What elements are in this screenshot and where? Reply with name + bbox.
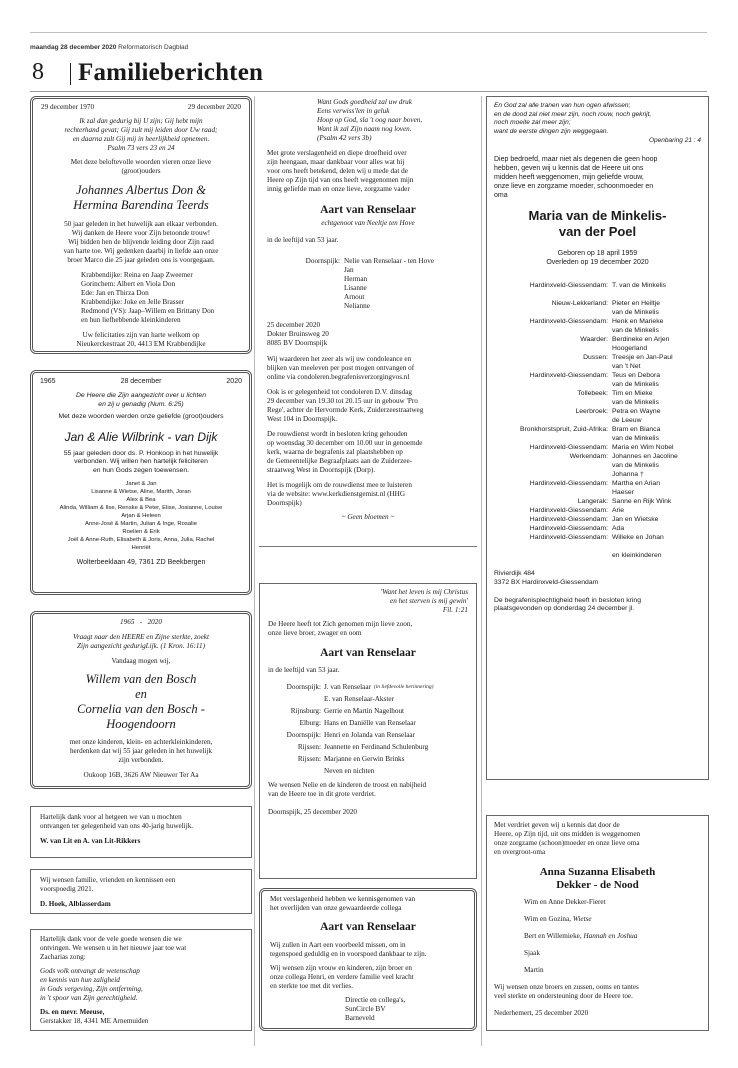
couple-names: Johannes Albertus Don & Hermina Barendina Teerds [73,183,209,212]
family-row [494,425,701,434]
family-names: van de Minkelis [612,399,659,407]
family-names: Sjaak [524,949,540,957]
tribute-text: Wij zullen in Aart een voorbeeld missen, om in tegenspoed geduldig en in voorspoed dankbaar te zijn. [270,941,427,958]
family-names: Johanna † [612,471,644,479]
family-row [268,755,468,764]
family-place [494,542,612,551]
age-line: in de leeftijd van 53 jaar. [268,666,340,674]
deceased-name: Maria van de Minkelis- van der Poel [528,208,667,240]
family-names: Henri en Jolanda van Renselaar [324,731,416,739]
family-names: van de Minkelis [612,327,659,335]
family-names: Berdineke en Arjen [612,336,670,344]
family-place: Elburg: [299,719,321,727]
family-place [494,362,612,371]
obituary-intro: Diep bedroefd, maar niet als degenen die geen hoop hebben, geven wij u kennis dat de Heere uit ons midden heeft weggenomen, mijn geliefde vrouw, onze lieve en zorgzame moeder, schoonmoeder en oma [494,156,658,200]
family-names: Martha en Arian [612,480,660,488]
family-names: Pieter en Heiltje [612,300,660,308]
family-place: Rijnsburg: [290,707,321,715]
anniversary-body: met onze kinderen, klein- en achterkleinkinderen, herdenken dat wij 55 jaar geleden in het huwelijk zijn verbonden. [69,738,213,764]
year-end: 2020 [226,378,242,385]
date-middle: 28 december [120,378,162,385]
family-names: Wim en Anne Dekker-Fieret [524,898,606,906]
family-row [494,443,701,452]
sympathy-wish: Wij wensen onze broers en zussen, ooms en tantes veel sterkte en ondersteuning door de Heere toe. [494,983,639,1000]
family-row [494,551,701,560]
family-place [494,434,612,443]
home-address: 25 december 2020 Dokter Bruinsweg 20 8085 BV Doornspijk [267,321,329,347]
family-row [494,353,701,362]
family-place: Bronkhorstspruit, Zuid-Afrika: [519,426,608,434]
place-date: Doornspijk, 25 december 2020 [268,808,358,816]
year-start: 1965 [40,378,56,385]
obituary-dekker-de-nood [486,815,709,1031]
family-row [494,308,701,317]
family-names: van de Minkelis [612,435,659,443]
family-place [494,398,612,407]
family-row [494,542,701,551]
grandchildren-names: Wietse [572,915,592,923]
family-names: Johannes en Jacoline [612,453,678,461]
family-names: Hans en Daniëlle van Renselaar [324,719,416,727]
announcement-anniversary-don [30,96,252,354]
section-title: Familieberichten [78,59,264,86]
family-row [494,344,701,353]
new-year-notice-hoek [30,869,252,914]
deceased-name: Anna Suzanna Elisabeth Dekker - de Nood [539,866,656,891]
family-names: van 't Net [612,363,641,371]
family-place: Hardinxveld-Giessendam: [529,444,608,452]
family-names: Teus en Debora [612,372,660,380]
date-start: 29 december 1970 [41,103,95,111]
family-place: Dussen: [583,354,608,362]
family-row [268,707,468,716]
bible-verse: 'Want het leven is mij Christus en het sterven is mij gewin' Fil. 1:21 [380,588,468,614]
family-row [494,479,701,488]
couple-names: Willem van den Bosch en Cornelia van den Bosch - Hoogendoorn [77,672,205,731]
family-row [268,683,468,692]
family-names: Nelie van Renselaar - ten Hove Jan Herman Lisanne Arnout Nelianne [344,257,435,310]
family-names: E. van Renselaar-Akster [324,695,394,703]
new-year-text: Wij wensen familie, vrienden en kennissen een voorspoedig 2021. [40,876,176,893]
place-date: Nederhemert, 25 december 2020 [494,1009,589,1017]
thank-you-notice-van-lit [30,806,252,858]
anniversary-address: Oukoop 16B, 3626 AW Nieuwer Ter Aa [83,771,199,779]
thank-you-signature: Ds. en mevr. Meeuse, [40,1008,105,1016]
family-row [494,380,701,389]
family-place [494,290,612,299]
family-names: Jan en Wietske [612,516,659,524]
obituary-aart-colleagues [259,888,477,1031]
grandchildren-names: Hannah en Joshua [583,932,638,940]
age-line: in de leeftijd van 53 jaar. [267,236,339,244]
family-place [494,461,612,470]
family-row [524,932,701,941]
family-row [494,533,701,542]
family-names: Gerrie en Martin Nagelhout [324,707,405,715]
family-names: Sanne en Rijk Wink [612,498,672,506]
family-place: Langerak: [577,498,608,506]
family-place [494,470,612,479]
family-row [494,290,701,299]
header-divider [70,63,71,85]
date-end: 29 december 2020 [187,103,241,111]
anniversary-body: 50 jaar geleden in het huwelijk aan elkaar verbonden. Wij danken de Heere voor Zijn betoonde trouw! Wij bidden hen de blijvende leiding door Zijn raad van harte toe. Wij gedenken daarbij in liefde aan onze broer Marco die 25 jaar geleden ons is voorgegaan. [63,220,219,264]
family-row [268,695,468,704]
thank-you-text: Hartelijk dank voor al hetgeen we van u mochten ontvangen ter gelegenheid van ons 40-jarig huwelijk. [40,813,194,830]
obituary-maria-van-de-minkelis [486,96,709,780]
family-place [268,767,324,776]
family-row [494,317,701,326]
obituary-separator [259,546,477,547]
bible-verse: De Heere die Zijn aangezicht over u lichten en zij u genadig (Num. 6:25) [76,392,206,408]
obituary-intro: Met verslagenheid hebben we kennisgenomen van het overlijden van onze gewaardeerde collega [270,895,416,912]
anniversary-dates [41,103,241,112]
anniversary-dates [40,377,242,386]
family-row [494,488,701,497]
company-signature: Directie en collega's, SunCircle BV Barneveld [345,996,406,1022]
family-names: Henk en Marieke [612,318,664,326]
signature-address: Gerstakker 18, 4341 ME Arnemuiden [40,1017,149,1025]
family-row [494,524,701,533]
visitation-info: Ook is er gelegenheid tot condoleren D.V. dinsdag 29 december van 19.30 tot 20.15 uur in gebouw 'Pro Rege', achter de Hervormde Kerk, Zuiderzeestraatweg West 104 in Doornspijk. [267,388,424,423]
deceased-name: Aart van Renselaar [320,647,416,659]
funeral-info: De begrafenisplechtigheid heeft in besloten kring plaatsgevonden op donderdag 24 december jl. [494,596,641,613]
family-names: Martin [524,966,544,974]
deceased-name: Aart van Renselaar [320,921,416,933]
family-names: Hoogerland [612,345,648,353]
family-names: T. van de Minkelis [612,282,667,290]
obituary-intro: De Heere heeft tot Zich genomen mijn lieve zoon, onze lieve broer, zwager en oom [268,620,413,637]
family-place [494,308,612,317]
top-rule [30,32,707,33]
family-place [494,326,612,335]
family-place: Doornspijk: [305,257,340,265]
family-names: Jeannette en Ferdinand Schulenburg [324,743,429,751]
couple-names: Jan & Alie Wilbrink - van Dijk [64,429,218,444]
family-place: Nieuw-Lekkerland: [551,300,608,308]
intro-text: Met deze beloftevolle woorden vieren onze lieve (groot)ouders [70,158,212,175]
bible-verse: Want Gods goedheid zal uw druk Eens verwiss'len in geluk Hoop op God, sla 't oog naar boven, Want ik zal Zijn naam nog loven. (Psalm 42 vers 3b) [317,98,423,142]
family-names: Wim en Gozina, [524,915,573,923]
family-names: J. van Renselaar [324,683,371,691]
dateline [30,44,188,51]
family-row [494,281,701,290]
verse-reference: Openbaring 21 : 4 [648,137,701,145]
family-names: en kleinkinderen [612,552,662,560]
family-row [494,515,701,524]
family-names: Marjanne en Gerwin Brinks [324,755,405,763]
family-list [494,281,701,560]
family-row [524,966,701,975]
family-names: Tim en Mieke [612,390,653,398]
family-names: Treesje en Jan-Paul [612,354,673,362]
family-row [524,915,701,924]
family-place: Leerbroek: [575,408,608,416]
intro-text: Met deze woorden werden onze geliefde (groot)ouders [58,413,224,420]
family-place: Hardinxveld-Giessendam: [529,480,608,488]
birth-date: Geboren op 18 april 1959 [557,250,638,258]
family-names: Maria en Wim Nobel [612,444,674,452]
death-date: Overleden op 19 december 2020 [546,259,649,267]
family-names: Neven en nichten [324,767,375,775]
family-place [268,695,324,704]
family-place [494,380,612,389]
new-year-signature: D. Hoek, Alblasserdam [40,900,111,908]
family-place: Waarder: [580,336,608,344]
family-row [494,407,701,416]
sympathy-wish: We wensen Nelie en de kinderen de troost en nabijheid van de Heere toe in dit grote verdriet. [268,781,427,798]
thank-you-notice-meeuse [30,929,252,1031]
family-place: Rijssen: [297,755,321,763]
no-flowers-note: ~ Geen bloemen ~ [341,513,395,521]
family-place: Doornspijk: [286,731,321,739]
obituary-aart-family [259,96,477,542]
bible-verse: Vraagt naar den HEERE en Zijne sterkte, zoekt Zijn aangezicht gedurigLijk. (1 Kron. 16:11) [72,633,209,650]
family-row [494,299,701,308]
paper-name: Reformatorisch Dagblad [118,44,189,51]
sympathy-text: Wij wensen zijn vrouw en kinderen, zijn broer en onze collega Henri, en verdere familie veel kracht en sterkte toe met dit verlies. [270,964,414,990]
family-place: Hardinxveld-Giessendam: [529,525,608,533]
family-place: Hardinxveld-Giessendam: [529,516,608,524]
family-row [494,452,701,461]
announcement-anniversary-wilbrink [30,370,252,595]
thank-you-text: Hartelijk dank voor de vele goede wensen die we ontvingen. We wensen u in het nieuwe jaar toe wat Zacharias zong: [40,935,187,961]
family-row [494,389,701,398]
condolence-info: Wij waarderen het zeer als wij uw condoleance en blijken van meeleven per post mogen ontvangen of online via condoleren.begrafenisverzorgingvos.nl [267,355,415,381]
family-row [268,719,468,728]
family-names: de Leeuw [612,417,642,425]
home-address: Rivierdijk 484 3372 BX Hardinxveld-Giessendam [494,570,599,586]
column-divider-2 [481,96,482,1046]
family-list [268,683,468,776]
family-names: Arie [612,507,625,515]
family-row [494,362,701,371]
header-rule [30,91,707,92]
family-names: Haeser [612,489,634,497]
family-row [494,470,701,479]
family-place: Rijssen: [297,743,321,751]
obituary-intro: Met verdriet geven wij u kennis dat door de Heere, op Zijn tijd, uit ons midden is weggenomen onze zorgzame (schoon)moeder en onze lieve oma en overgroot-oma [494,821,641,856]
anniversary-years: 1965 - 2020 [120,618,162,626]
issue-date: maandag 28 december 2020 [30,44,117,51]
family-names: Willeke en Johan [612,534,664,542]
page-number: 8 [32,59,44,85]
family-note: (in liefdevolle herinnering) [373,684,434,690]
family-row [494,497,701,506]
bible-verse: Ik zal dan gedurig bij U zijn; Gij hebt mijn rechterhand gevat; Gij zult mij leiden door Uw raad; en daarna zult Gij mij in heerlijkheid opnemen. Psalm 73 vers 23 en 24 [64,117,218,152]
obituary-aart-mother [259,583,477,879]
family-place: Hardinxveld-Giessendam: [529,282,608,290]
family-row [494,416,701,425]
bible-verse: En God zal alle tranen van hun ogen afwissen; en de dood zal niet meer zijn, noch rouw, noch gekrijt, noch moeite zal meer zijn; want de eerste dingen zijn weggegaan. [494,102,652,135]
family-list: Krabbendijke: Reina en Jaap Zweemer Gorinchem: Albert en Viola Don Ede: Jan en Thirza Don Krabbendijke: Joke en Jelle Brasser Redmond (VS): Jaap–Willem en Brittany Don en hun liefhebbende kleinkinderen [81,271,215,324]
family-place: Tollebeek: [577,390,608,398]
family-place: Doornspijk: [286,683,321,691]
family-list: Janet & Jan Lisanne & Wietse, Aline, Marith, Joran Alex & Bea Alinda, William & Ilse, Renske & Peter, Elise, Josianne, Louise Arjan & Heleen Anne-José & Martin, Julian & Inge, Rosalie Roelien & Erik Joël & Anne-Ruth, Elisabeth & Joris, Anna, Julia, Rachel Henriët [59,481,223,551]
family-row [268,743,468,752]
family-row [268,731,468,740]
family-place [494,344,612,353]
deceased-name: Aart van Renselaar [320,204,416,216]
family-place: Hardinxveld-Giessendam: [529,534,608,542]
intro-text: Vandaag mogen wij, [111,657,171,665]
family-place: Hardinxveld-Giessendam: [529,372,608,380]
anniversary-body: 55 jaar geleden door ds. P. Honkoop in het huwelijk verbonden. Wij willen hen hartelijk feliciteren en hun Gods zegen toewensen. [63,449,219,474]
family-row [268,767,468,776]
funeral-info: De rouwdienst wordt in besloten kring gehouden op woensdag 30 december om 10.00 uur in genoemde kerk, waarna de begrafenis zal plaatshebben op de Gemeentelijke Begraafplaats aan de Zuiderzee- straatweg West in Doornspijk (Dorp). [267,430,423,474]
family-names: van de Minkelis [612,309,659,317]
family-place [494,416,612,425]
spouse-line: echtgenoot van Neeltje ten Hove [321,219,415,227]
family-row [494,506,701,515]
family-names: Bram en Bianca [612,426,661,434]
family-row [494,398,701,407]
anniversary-address: Uw felicitaties zijn van harte welkom op Nieukerckestraat 20, 4413 EM Krabbendijke [76,331,206,348]
announcement-anniversary-bosch [30,611,252,789]
family-names: van de Minkelis [612,462,659,470]
anniversary-address: Wolterbeeklaan 49, 7361 ZD Beekbergen [76,559,206,566]
family-row [494,434,701,443]
family-place: Werkendam: [569,453,608,461]
family-place: Hardinxveld-Giessendam: [529,318,608,326]
family-names: Petra en Wayne [612,408,661,416]
family-row [494,371,701,380]
family-names: van de Minkelis [612,381,659,389]
family-row [524,949,701,958]
family-block [267,257,469,311]
family-list [494,898,701,975]
family-place: Hardinxveld-Giessendam: [529,507,608,515]
family-names: Bert en Willemieke, [524,932,584,940]
family-row [524,898,701,907]
family-names: Ada [612,525,625,533]
thank-you-signature: W. van Lit en A. van Lit-Rikkers [40,837,141,845]
broadcast-info: Het is mogelijk om de rouwdienst mee te luisteren via de website: www.kerkdienstgemist.nl (HHG Doornspijk) [267,481,412,507]
family-place [494,551,612,560]
obituary-intro: Met grote verslagenheid en diepe droefheid over zijn heengaan, maar dankbaar voor alles wat hij voor ons heeft betekend, delen wij u mede dat de Heere op Zijn tijd van ons heeft weggenomen mijn innig geliefde man en onze lieve, zorgzame vader [267,149,414,193]
song-quote: Gods volk ontvangt de wetenschap en kennis van hun zaligheid in Gods vergeving, Zijn ontferming, in 't spoor van Zijn gerechtigheid. [40,967,143,1002]
family-row [494,335,701,344]
family-place [494,488,612,497]
family-row [494,326,701,335]
column-divider-1 [254,96,255,1046]
family-row [494,461,701,470]
